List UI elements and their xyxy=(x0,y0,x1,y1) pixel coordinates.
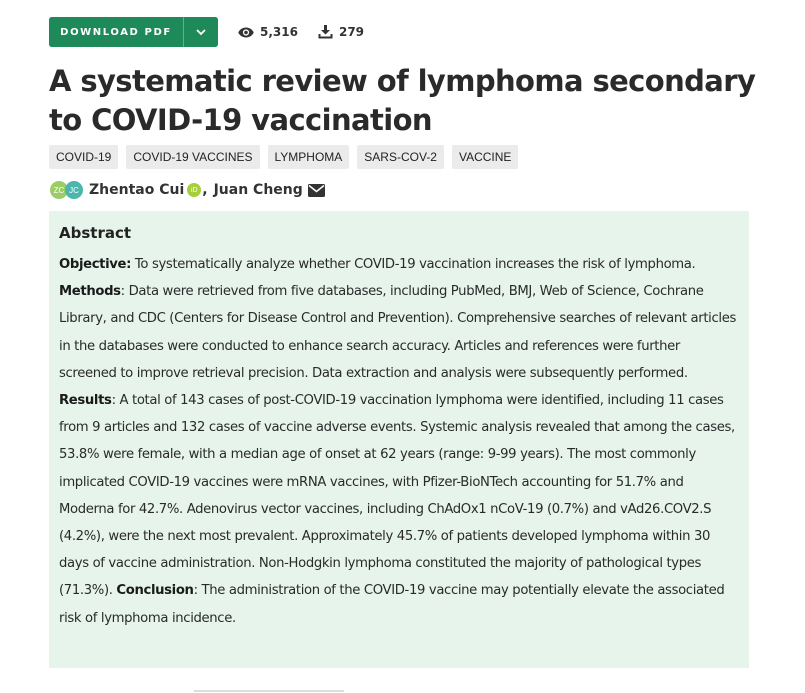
tag-covid-19[interactable]: COVID-19 xyxy=(49,145,118,169)
author-list xyxy=(50,179,325,201)
tag-lymphoma[interactable]: LYMPHOMA xyxy=(268,145,350,169)
article-title: A systematic review of lymphoma secondary to COVID-19 vaccination xyxy=(49,64,756,137)
eye-icon xyxy=(238,27,254,38)
article-toolbar xyxy=(49,17,364,47)
abstract-text xyxy=(59,251,739,632)
methods-label: Methods xyxy=(59,284,121,300)
view-count-value: 5,316 xyxy=(260,25,298,39)
download-count xyxy=(318,25,364,39)
conclusion-text: : The administration of the COVID-19 vaccine may potentially elevate the associated risk of lymphoma incidence. xyxy=(59,583,725,626)
methods-text: : Data were retrieved from five databases, including PubMed, BMJ, Web of Science, Cochrane Library, and CDC (Centers for Disease Control and Prevention). Comprehensive searches of relevant articles in the databases were conducted to enhance search accuracy. Articles and references were further screened to improve retrieval precision. Data extraction and analysis were subsequently performed. xyxy=(59,284,736,381)
envelope-icon[interactable] xyxy=(308,184,325,197)
tag-sars-cov-2[interactable]: SARS-COV-2 xyxy=(357,145,444,169)
results-label: Results xyxy=(59,393,112,409)
author-name[interactable]: Juan Cheng xyxy=(213,182,303,198)
tag-covid-19-vaccines[interactable]: COVID-19 VACCINES xyxy=(126,145,259,169)
abstract-panel xyxy=(49,211,749,668)
abstract-heading: Abstract xyxy=(59,224,132,242)
objective-label: Objective: xyxy=(59,257,132,272)
orcid-icon[interactable]: iD xyxy=(187,183,201,197)
keyword-tags xyxy=(49,145,526,169)
view-count xyxy=(238,25,298,39)
avatar: ZC xyxy=(50,181,68,199)
objective-text: To systematically analyze whether COVID-19 vaccination increases the risk of lymphoma. xyxy=(131,257,696,272)
author-separator: , xyxy=(202,182,208,198)
conclusion-label: Conclusion xyxy=(116,583,194,599)
tag-vaccine[interactable]: VACCINE xyxy=(452,145,518,169)
download-options-dropdown[interactable] xyxy=(183,17,218,47)
download-pdf-button[interactable]: DOWNLOAD PDF xyxy=(49,17,183,47)
download-icon xyxy=(318,25,333,39)
download-button-group xyxy=(49,17,218,47)
avatar: JC xyxy=(65,181,83,199)
chevron-down-icon xyxy=(196,29,206,36)
divider xyxy=(194,690,344,692)
download-count-value: 279 xyxy=(338,25,365,39)
results-text: : A total of 143 cases of post-COVID-19 vaccination lymphoma were identified, including 11 cases from 9 articles and 132 cases of vaccine adverse events. Systemic analysis revealed that among the cases, 53.8% were female, with a median age of onset at 62 years (range: 9-99 years). The most commonly implicated COVID-19 vaccines were mRNA vaccines, with Pfizer-BioNTech accounting for 51.7% and Moderna for 42.7%. Adenovirus vector vaccines, including ChAdOx1 nCoV-19 (0.7%) and vAd26.COV2.S (4.2%), were the next most prevalent. Approximately 45.7% of patients developed lymphoma within 30 days of vaccine administration. Non-Hodgkin lymphoma constituted the majority of pathological types (71.3%). xyxy=(59,393,735,599)
author-name[interactable]: Zhentao Cui xyxy=(89,182,185,198)
